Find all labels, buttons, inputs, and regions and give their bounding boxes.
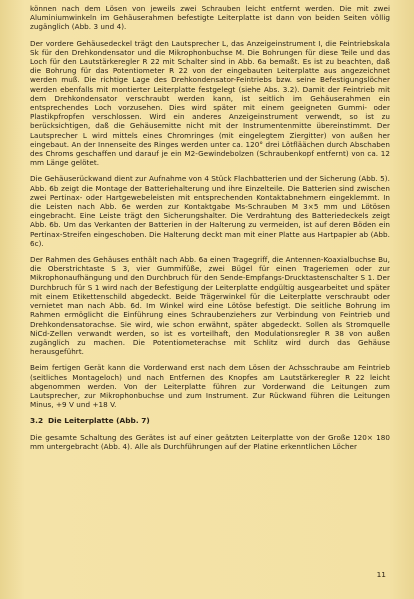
paragraph-2: Der vordere Gehäusedeckel trägt den Lautsprecher L, das Anzeigeinstrument I, die Feintriebskala Sk für den Drehkondensator und die Mikrophonbuchse M. Die Bohrungen für diese Teile und das Loch für den Lautstärkeregler R 22 mit Schalter sind in Abb. 6a bemaßt. Es ist zu beachten, daß die Bohrung für das Potentiometer R 22 von der eingebauten Leiterplatte aus angezeichnet werden muß. Die richtige Lage des Drehkondensator-Feintriebs bzw. seine Befestigungslöcher werden ebenfalls mit montierter Leiterplatte festgelegt (siehe Abs. 3.2). Damit der Feintrieb mit dem Drehkondensator verschraubt werden kann, ist seitlich im Gehäuserahmen ein entsprechendes Loch vorzusehen. Dies wird später mit einem geeigneten Gummi- oder Plastikpfropfen verschlossen. Wird ein anderes Anzeigeinstrument verwendt, so ist zu berücksichtigen, daß die Gehäusemitte nicht mit der Instrumentenmitte übereinstimmt. Der Lautsprecher L wird mittels eines Chromringes (mit eingelegtem Ziergitter) von außen her eingebaut. An der Innenseite des Ringes werden unter ca. 120° drei Lötfläächen durch Abschaben des Chroms geschaffen und darauf je ein M2-Gewindebolzen (Schraubenkopf entfernt) von ca. 12 mm Länge gelötet.	[30, 38, 390, 168]
paragraph-4: Der Rahmen des Gehäuses enthält nach Abb. 6a einen Tragegriff, die Antennen-Koaxialbuchse Bu, die Oberstrichtaste S 3, vier Gummifüße, zwei Bügel für einen Trageriemen oder zur Mikrophonaufhängung und den Durchbruch für den Sende-Empfangs-Drucktastenschalter S 1. Der Durchbruch für S 1 wird nach der Befestigung der Leiterplatte endgültig ausgearbeitet und später mit einem Etikettenschild abgedeckt. Beide Trägerwinkel für die Leiterplatte verschraubt oder vernietet man nach Abb. 6d. Im Winkel wird eine Lötöse befestigt. Die seitliche Bohrung im Rahmen ermöglicht die Einführung eines Schraubenziehers zur Verbindung von Feintrieb und Drehkondensatorachse. Sie wird, wie schon erwähnt, später abgedeckt. Sollen als Stromquelle NiCd-Zellen verwandt werden, so ist es vorteilhaft, den Modulationsregler R 38 von außen zugänglich zu machen. Die Potentiometerachse mit Schlitz wird durch das Gehäuse herausgeführt.	[30, 255, 390, 357]
paragraph-5: Beim fertigen Gerät kann die Vorderwand erst nach dem Lösen der Achsschraube am Feintrieb (seitliches Montageloch) und nach Entfernen des Knopfes am Lautstärkeregler R 22 leicht abgenommen werden. Von der Leiterplatte führen zur Vorderwand die Leitungen zum Lautsprecher, zur Mikrophonbuchse und zum Instrument. Zur Rückwand führen die Leitungen Minus, +9 V und +18 V.	[30, 363, 390, 410]
page-number: 11	[376, 570, 386, 579]
section-title: Die Leiterplatte (Abb. 7)	[48, 416, 150, 426]
section-heading	[30, 416, 390, 425]
paragraph-1: können nach dem Lösen von jeweils zwei Schrauben leicht entfernt werden. Die mit zwei Aluminiumwinkeln im Gehäuserahmen befestigte Leiterplatte ist dann von beiden Seiten völlig zugänglich (Abb. 3 und 4).	[30, 4, 390, 32]
text-body	[30, 4, 390, 458]
section-number: 3.2	[30, 416, 44, 426]
paragraph-3: Die Gehäuserückwand dient zur Aufnahme von 4 Stück Flachbatterien und der Sicherung (Abb. 5). Abb. 6b zeigt die Montage der Batteriehalterung und ihre Einzelteile. Die Batterien sind zwischen zwei Pertinax- oder Hartgewebeleisten mit entsprechenden Kontaktabnehmern eingeklemmt. In die Leisten nach Abb. 6e werden zur Kontaktgabe Ms-Schrauben M 3×5 mm und Lötösen eingebracht. Eine Leiste trägt den Sicherungshalter. Die Verdrahtung des Batteriedeckels zeigt Abb. 6b. Um das Verkanten der Batterien in der Halterung zu vermeiden, ist auf deren Böden ein Pertinax-Streifen eingeschoben. Die Halterung deckt man mit einer Platte aus Hartpapier ab (Abb. 6c).	[30, 174, 390, 248]
section-paragraph: Die gesamte Schaltung des Gerätes ist auf einer geätzten Leiterplatte von der Große 120× 180 mm untergebracht (Abb. 4). Alle als Durchführungen auf der Platine erkenntlichen Löcher	[30, 432, 390, 451]
